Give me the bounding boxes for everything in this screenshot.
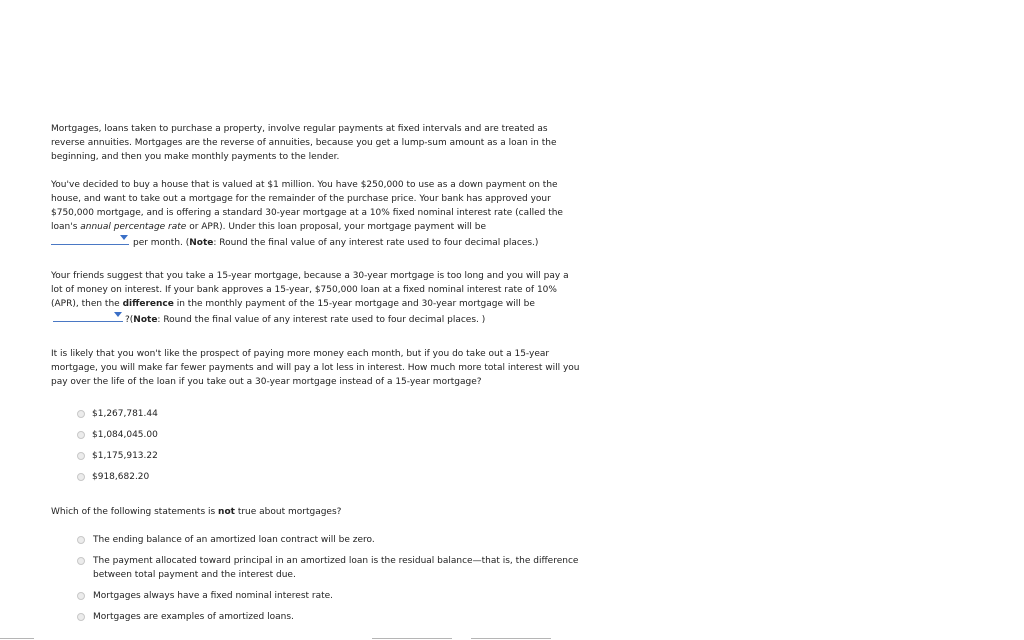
radio-button[interactable] bbox=[77, 431, 85, 439]
mortgage-15-year-paragraph: Your friends suggest that you take a 15-year mortgage, because a 30-year mortgage is too long and you will pay a lot of money on interest. If your bank approves a 15-year, $750,000 loan at a fixed nominal interest rate of 10% (APR), then the difference in the monthly payment of the 15-year mortgage and 30-year mortgage will be ?(Note: Round the final value of any interest rate used to four decimal places. ) bbox=[51, 271, 569, 325]
question-content bbox=[51, 122, 581, 631]
mortgage-30-year-paragraph: You've decided to buy a house that is valued at $1 million. You have $250,000 to use as a down payment on the house, and want to take out a mortgage for the remainder of the purchase price. Your bank has approved your $750,000 mortgage, and is offering a standard 30-year mortgage at a 10% fixed nominal interest rate (called the loan's annual percentage rate or APR). Under this loan proposal, your mortgage payment will be per month. (Note: Round the final value of any interest rate used to four decimal places.) bbox=[51, 180, 563, 248]
answer-option[interactable]: $1,267,781.44 bbox=[77, 403, 581, 424]
answer-option[interactable]: Mortgages are examples of amortized loans. bbox=[77, 610, 581, 624]
mortgage-statement-question: Which of the following statements is not true about mortgages? bbox=[51, 507, 342, 517]
payment-difference-dropdown[interactable] bbox=[53, 311, 123, 322]
mortgage-statement-options bbox=[51, 533, 581, 624]
radio-button[interactable] bbox=[77, 536, 85, 544]
radio-button[interactable] bbox=[77, 410, 85, 418]
radio-button[interactable] bbox=[77, 613, 85, 621]
total-interest-options bbox=[51, 403, 581, 487]
intro-paragraph: Mortgages, loans taken to purchase a property, involve regular payments at fixed intervals and are treated as reverse annuities. Mortgages are the reverse of annuities, because you get a lump-sum amount as a loan in the beginning, and then you make monthly payments to the lender. bbox=[51, 124, 557, 162]
answer-option[interactable]: $1,175,913.22 bbox=[77, 445, 581, 466]
radio-button[interactable] bbox=[77, 592, 85, 600]
answer-option[interactable]: $1,084,045.00 bbox=[77, 424, 581, 445]
answer-option[interactable]: The ending balance of an amortized loan contract will be zero. bbox=[77, 533, 581, 547]
dropdown-arrow-icon bbox=[120, 235, 128, 240]
divider bbox=[372, 638, 452, 639]
monthly-payment-dropdown[interactable] bbox=[51, 234, 129, 245]
total-interest-question: It is likely that you won't like the prospect of paying more money each month, but if you do take out a 15-year mortgage, you will make far fewer payments and will pay a lot less in interest. How much more total interest will you pay over the life of the loan if you take out a 30-year mortgage instead of a 15-year mortgage? bbox=[51, 349, 580, 387]
answer-option[interactable]: $918,682.20 bbox=[77, 466, 581, 487]
radio-button[interactable] bbox=[77, 473, 85, 481]
answer-option[interactable]: Mortgages always have a fixed nominal interest rate. bbox=[77, 589, 581, 603]
divider bbox=[471, 638, 551, 639]
radio-button[interactable] bbox=[77, 557, 85, 565]
divider bbox=[0, 638, 34, 639]
answer-option[interactable]: The payment allocated toward principal in an amortized loan is the residual balance—that is, the difference between total payment and the interest due. bbox=[77, 554, 581, 582]
radio-button[interactable] bbox=[77, 452, 85, 460]
dropdown-arrow-icon bbox=[114, 312, 122, 317]
